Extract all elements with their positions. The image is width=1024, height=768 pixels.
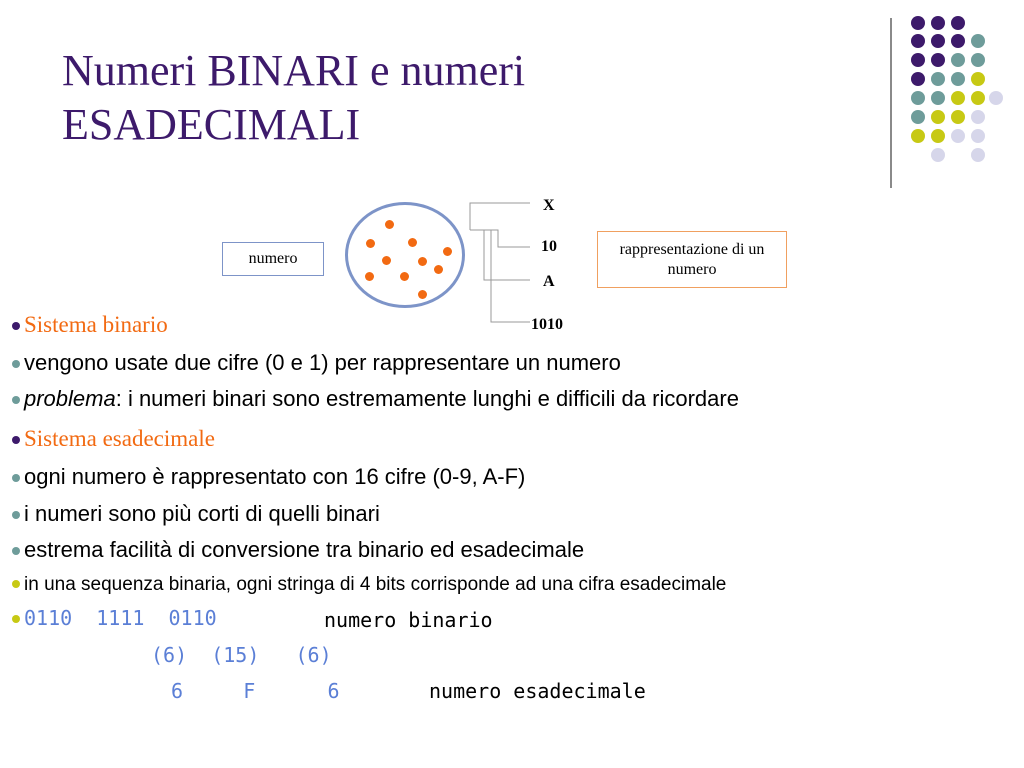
rappresentazione-label: rappresentazione di un numero (619, 240, 765, 278)
bullet-piu-corti (12, 501, 380, 527)
bullet-dot-icon (12, 474, 20, 482)
representation-1010: 1010 (531, 316, 563, 333)
bullet-dot-icon (12, 580, 20, 588)
bullet-text: estrema facilità di conversione tra binario ed esadecimale (24, 537, 585, 562)
bullet-dot-icon (12, 436, 20, 444)
bullet-problema (12, 386, 739, 412)
numero-label: numero (248, 250, 298, 267)
bullet-dot-icon (12, 615, 20, 623)
bullet-esempio-binario (12, 606, 217, 630)
binary-label: numero binario (324, 608, 493, 632)
bullet-text: Sistema esadecimale (24, 426, 215, 451)
bullet-sistema-binario (12, 312, 168, 338)
rappresentazione-box (597, 231, 787, 288)
bullet-text-italic: problema (24, 386, 116, 411)
representation-a: A (543, 273, 555, 290)
group-values: (6) (15) (6) (151, 643, 332, 667)
bullet-dot-icon (12, 511, 20, 519)
bullet-text: in una sequenza binaria, ogni stringa di 4 bits corrisponde ad una cifra esadecimale (24, 574, 727, 595)
title-line-2: ESADECIMALI (62, 100, 361, 149)
representation-10: 10 (541, 238, 557, 255)
hex-label: numero esadecimale (429, 679, 646, 703)
bullet-16-cifre (12, 464, 525, 490)
bullet-dot-icon (12, 396, 20, 404)
bullet-dot-icon (12, 547, 20, 555)
hex-digits: 6 F 6 (171, 679, 340, 703)
bullet-4-bits (12, 574, 726, 596)
bullet-conversione (12, 537, 584, 563)
bullet-text: Sistema binario (24, 312, 168, 337)
bullet-text: i numeri sono più corti di quelli binari (24, 501, 380, 526)
title-line-1: Numeri BINARI e numeri (62, 46, 526, 95)
bullet-sistema-esadecimale (12, 426, 215, 452)
bullet-due-cifre (12, 350, 621, 376)
bullet-text: : i numeri binari sono estremamente lunghi e difficili da ricordare (115, 386, 739, 411)
bullet-dot-icon (12, 360, 20, 368)
bullet-dot-icon (12, 322, 20, 330)
representation-x: X (543, 197, 555, 214)
bullet-text: vengono usate due cifre (0 e 1) per rappresentare un numero (24, 350, 621, 375)
bullet-text: ogni numero è rappresentato con 16 cifre (0-9, A-F) (24, 464, 526, 489)
binary-example: 0110 1111 0110 (24, 606, 217, 630)
